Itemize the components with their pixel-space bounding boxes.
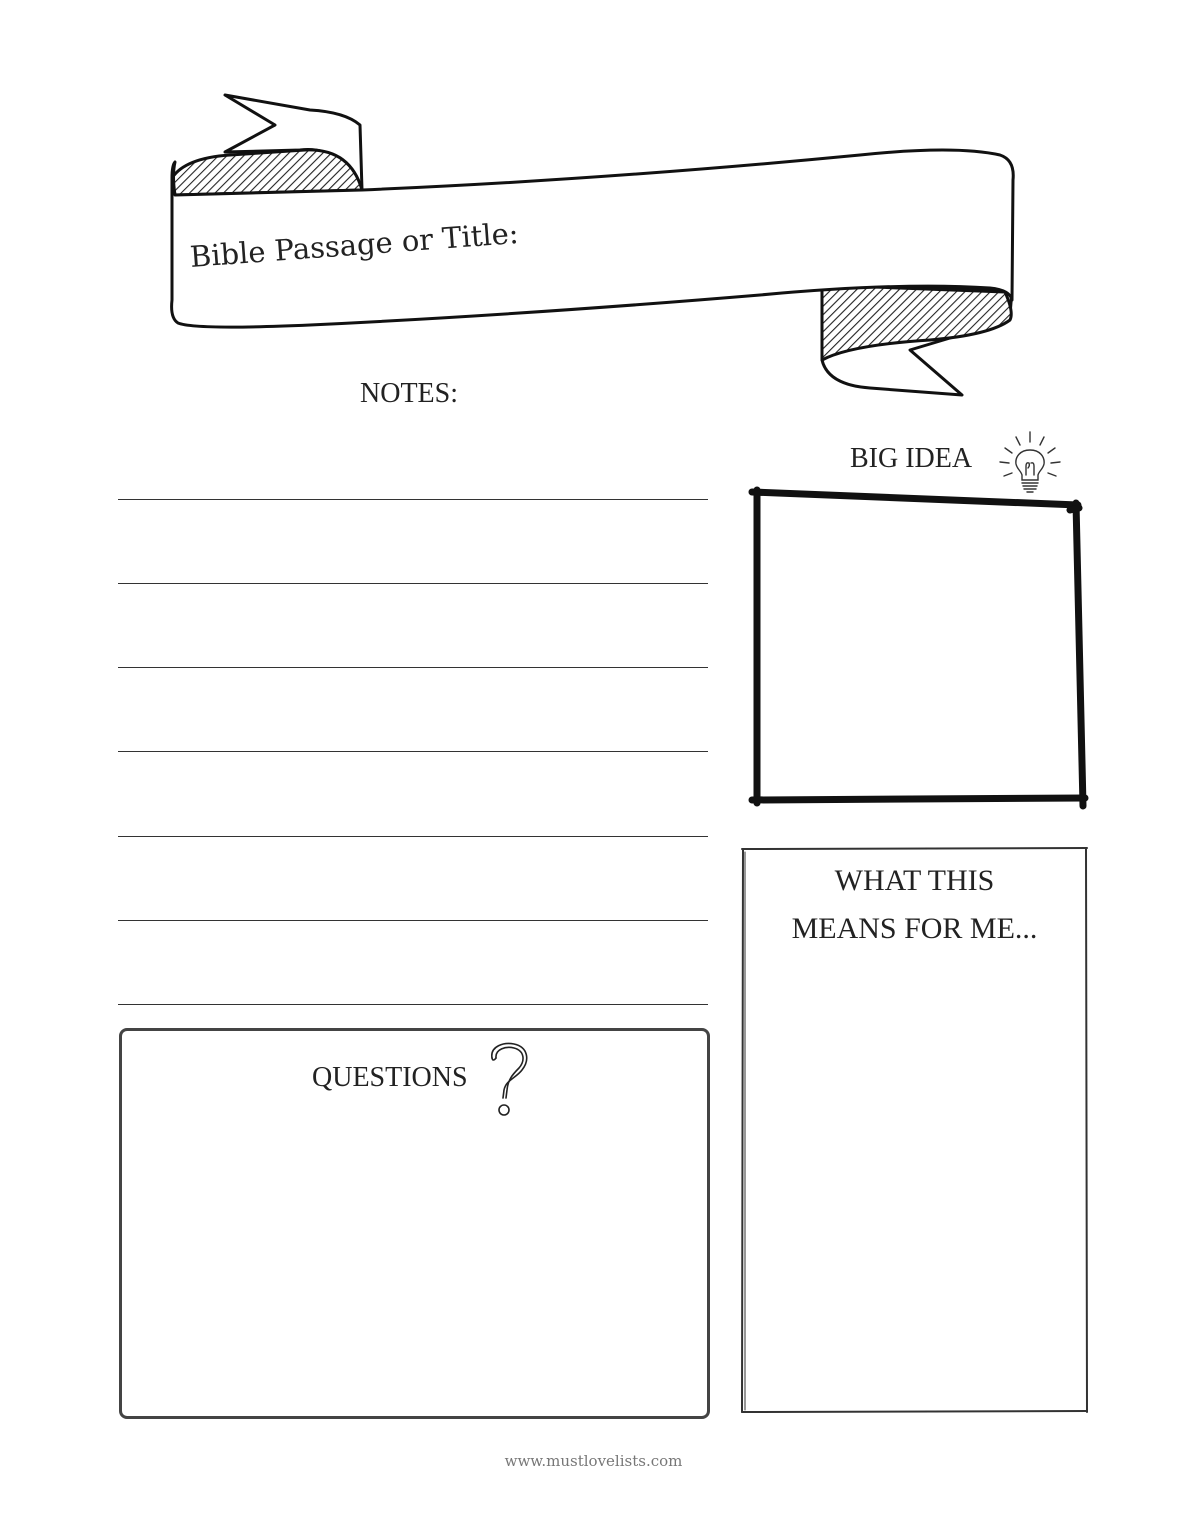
questions-heading: QUESTIONS	[312, 1062, 468, 1093]
question-mark-icon	[484, 1040, 534, 1122]
notes-line[interactable]	[118, 920, 708, 921]
footer-url: www.mustlovelists.com	[504, 1452, 683, 1470]
what-this-means-heading	[741, 857, 1088, 953]
notes-line[interactable]	[118, 751, 708, 752]
notes-line[interactable]	[118, 499, 708, 500]
banner-title-label: Bible Passage or Title:	[188, 215, 520, 274]
notes-line[interactable]	[118, 583, 708, 584]
what-this-means-line2: MEANS FOR ME...	[791, 912, 1038, 945]
what-this-means-line1: WHAT THIS	[834, 864, 995, 897]
notes-line[interactable]	[118, 1004, 708, 1005]
big-idea-box[interactable]	[745, 483, 1095, 813]
notes-line[interactable]	[118, 667, 708, 668]
notes-line[interactable]	[118, 836, 708, 837]
notes-heading: NOTES:	[360, 378, 458, 409]
big-idea-heading: BIG IDEA	[850, 443, 973, 474]
